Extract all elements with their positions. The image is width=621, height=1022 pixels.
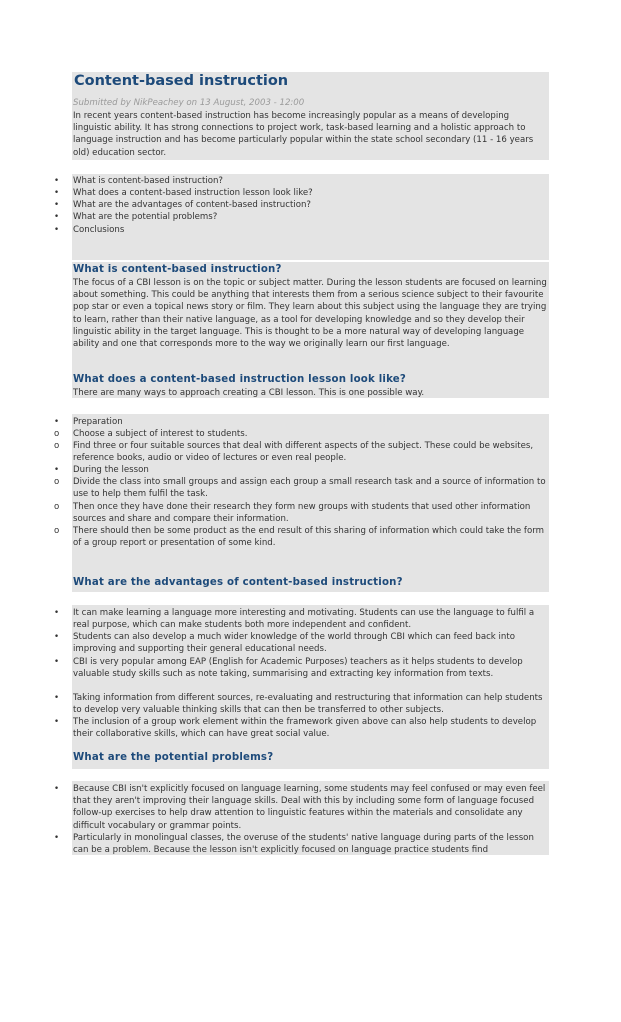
toc-item[interactable]: What are the advantages of content-based instruction? xyxy=(73,200,311,210)
list-item: Preparation xyxy=(73,417,123,427)
list-item: Because CBI isn't explicitly focused on language learning, some students may feel confused or may even feel that they aren't improving their language skills. Deal with this by including some form of language focused follow-up exercises to help draw attention to linguistic features within the materials and consolidate any difficult vocabulary or grammar points. xyxy=(73,784,546,831)
circle-bullet-icon: o xyxy=(54,502,60,512)
bullet-icon: • xyxy=(54,693,60,703)
toc-item[interactable]: What is content-based instruction? xyxy=(73,176,223,186)
submitted-byline: Submitted by NikPeachey on 13 August, 2003 - 12:00 xyxy=(73,98,305,108)
section-heading: What are the potential problems? xyxy=(73,752,274,763)
bullet-icon: • xyxy=(54,176,60,186)
bullet-icon: • xyxy=(54,608,60,618)
bullet-icon: • xyxy=(54,833,60,843)
circle-bullet-icon: o xyxy=(54,429,60,439)
circle-bullet-icon: o xyxy=(54,441,60,451)
list-item: There should then be some product as the end result of this sharing of information which could take the form of a group report or presentation of some kind. xyxy=(73,526,544,549)
bullet-icon: • xyxy=(54,188,60,198)
circle-bullet-icon: o xyxy=(54,526,60,536)
section-heading: What are the advantages of content-based instruction? xyxy=(73,577,403,588)
list-item: Then once they have done their research they form new groups with students that used other information sources and share and compare their information. xyxy=(73,502,531,525)
section-paragraph: The focus of a CBI lesson is on the topic or subject matter. During the lesson students are focused on learning about something. This could be anything that interests them from a serious science subject to their favourite pop star or even a topical news story or film. They learn about this subject using the language they are trying to learn, rather than their native language, as a tool for developing knowledge and so they develop their linguistic ability in the target language. This is thought to be a more natural way of developing language ability and one that corresponds more to the way we originally learn our first language. xyxy=(73,278,547,350)
bullet-icon: • xyxy=(54,465,60,475)
list-item: It can make learning a language more interesting and motivating. Students can use the language to fulfil a real purpose, which can make students both more independent and confident. xyxy=(73,608,535,631)
list-item: Students can also develop a much wider knowledge of the world through CBI which can feed back into improving and supporting their general educational needs. xyxy=(73,632,515,655)
section-heading: What does a content-based instruction lesson look like? xyxy=(73,374,407,385)
bullet-icon: • xyxy=(54,632,60,642)
list-item: CBI is very popular among EAP (English for Academic Purposes) teachers as it helps students to develop valuable study skills such as note taking, summarising and extracting key information from texts. xyxy=(73,657,523,680)
section-paragraph: There are many ways to approach creating a CBI lesson. This is one possible way. xyxy=(73,388,425,398)
list-item: Divide the class into small groups and assign each group a small research task and a source of information to use to help them fulfil the task. xyxy=(73,477,546,500)
bullet-icon: • xyxy=(54,200,60,210)
list-item: Taking information from different sources, re-evaluating and restructuring that information can help students to develop very valuable thinking skills that can then be transferred to other subjects. xyxy=(73,693,543,716)
toc-item[interactable]: Conclusions xyxy=(73,225,125,235)
bullet-icon: • xyxy=(54,417,60,427)
toc-item[interactable]: What are the potential problems? xyxy=(73,212,218,222)
list-item: The inclusion of a group work element within the framework given above can also help students to develop their collaborative skills, which can have great social value. xyxy=(73,717,537,740)
bullet-icon: • xyxy=(54,717,60,727)
list-item: Find three or four suitable sources that deal with different aspects of the subject. These could be websites, reference books, audio or video of lectures or even real people. xyxy=(73,441,534,464)
bullet-icon: • xyxy=(54,225,60,235)
intro-paragraph: In recent years content-based instruction has become increasingly popular as a means of developing linguistic ability. It has strong connections to project work, task-based learning and a holistic approach to language instruction and has become particularly popular within the state school secondary (11 - 16 years old) education sector. xyxy=(73,111,534,158)
bullet-icon: • xyxy=(54,784,60,794)
circle-bullet-icon: o xyxy=(54,477,60,487)
bullet-icon: • xyxy=(54,212,60,222)
toc-item[interactable]: What does a content-based instruction lesson look like? xyxy=(73,188,313,198)
list-item: Choose a subject of interest to students. xyxy=(73,429,248,439)
bullet-icon: • xyxy=(54,657,60,667)
list-item: During the lesson xyxy=(73,465,149,475)
article-title: Content-based instruction xyxy=(74,73,289,89)
section-heading: What is content-based instruction? xyxy=(73,264,282,275)
list-item: Particularly in monolingual classes, the overuse of the students' native language during parts of the lesson can be a problem. Because the lesson isn't explicitly focused on language practice students find xyxy=(73,833,534,856)
